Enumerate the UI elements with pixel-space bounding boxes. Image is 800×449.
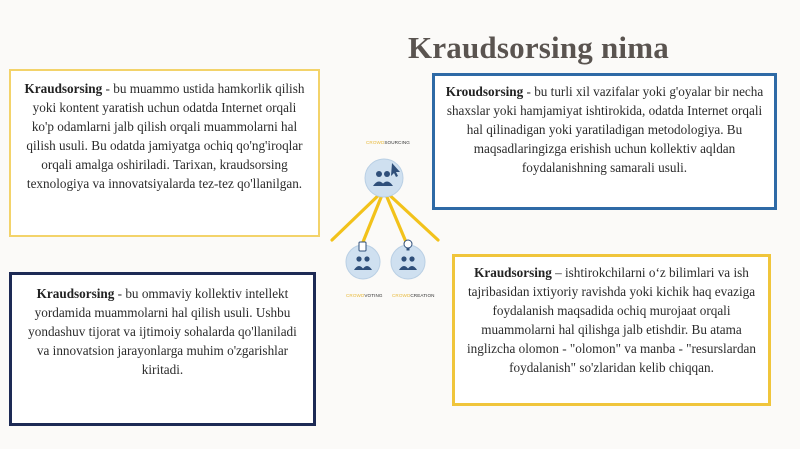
card-term: Kroudsorsing [445,84,524,99]
card-text: - bu turli xil vazifalar yoki g'oyalar bir necha shaxslar yoki hamjamiyat ishtirokida, odatda Internet orqali hal qilinadigan yoki yaratiladigan metodologiya. Bu maqsadlaringizga erishish uchun kollektiv aqldan foydalanishning samarali usuli. [446,84,764,175]
diagram-graphic [326,130,446,320]
sourcing-label: CROWDSOURCING [366,140,410,145]
connector-lines [332,190,438,242]
creation-label: CROWDCREATION [392,293,435,298]
ballot-icon [359,242,366,251]
definition-card-4 [452,254,771,406]
slide-title: Kraudsorsing nima [408,30,669,65]
creation-node [391,240,425,279]
card-text: - bu ommaviy kollektiv intellekt yordamida muammolarni hal qilish usuli. Ushbu yondashuv tijorat va ijtimoiy sohalarda qo'llaniladi va innovatsion jarayonlarga muhim o'zgarishlar kiritadi. [28,286,297,377]
definition-card-2 [432,73,777,210]
card-term: Kraudsorsing [474,265,552,280]
connector-line [332,190,384,240]
definition-card-1 [9,69,320,237]
voting-label: CROWDVOTING [346,293,383,298]
definition-card-3 [9,272,316,426]
connector-line [384,190,438,240]
card-text: – ishtirokchilarni o‘z bilimlari va ish tajribasidan ixtiyoriy ravishda yoki kichik haq evaziga foydalanish maqsadida ochiq murojaat orqali muammolarni hal qilishga jalb etishdir. Bu atama inglizcha olomon - "olomon" va manba - "resurslardan foydalanish" so'zlaridan kelib chiqqan. [467,265,756,375]
crowdsourcing-diagram [326,130,446,320]
sourcing-node [365,159,403,197]
card-term: Kraudsorsing [24,81,103,96]
card-text: - bu muammo ustida hamkorlik qilish yoki kontent yaratish uchun odatda Internet orqali ko'p odamlarni jalb qilish orqali muammolarni hal qilish usuli. Bu odatda jamiyatga ochiq qo'ng'iroqlar orqali amalga oshiriladi. Tarixan, kraudsorsing texnologiya va innovatsiyalarda tez-tez qo'llanilgan. [26,81,305,191]
card-term: Kraudsorsing [36,286,115,301]
connector-line [363,190,384,242]
connector-line [384,190,406,242]
voting-node [346,242,380,279]
